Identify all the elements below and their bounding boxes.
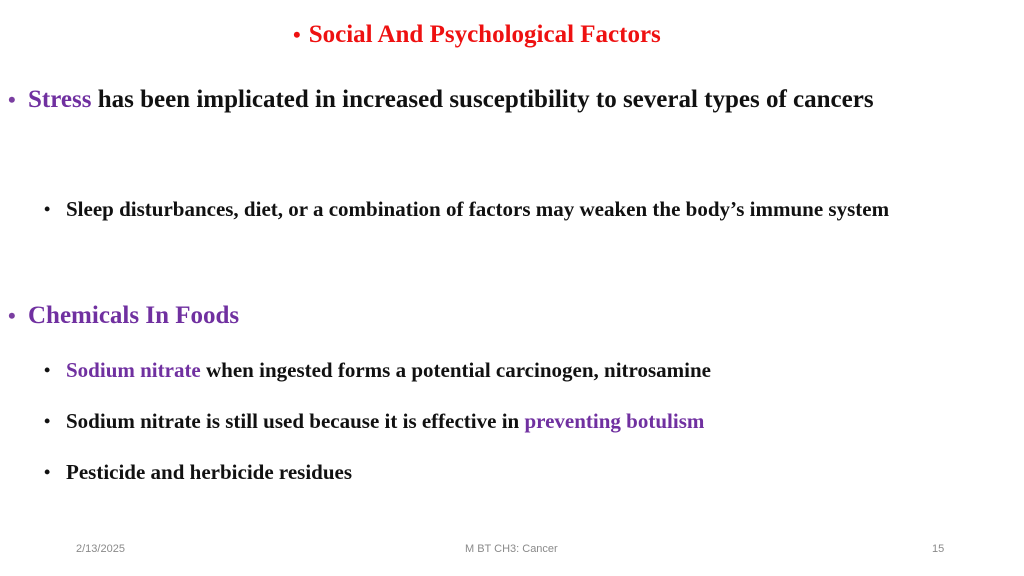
bullet-icon: • — [44, 360, 51, 380]
slide-title-text: Social And Psychological Factors — [308, 21, 661, 48]
bullet-icon: • — [8, 87, 16, 112]
bullet-icon: • — [44, 462, 51, 482]
highlight-chemicals: Chemicals In Foods — [28, 302, 240, 329]
slide-title — [293, 18, 661, 52]
bullet-text: Sodium nitrate when ingested forms a potential carcinogen, nitrosamine — [66, 358, 711, 382]
bullet-text: Sodium nitrate is still used because it is effective in preventing botulism — [66, 409, 705, 433]
highlight-sodium-nitrate: Sodium nitrate — [66, 358, 201, 382]
footer-date: 2/13/2025 — [76, 543, 125, 555]
footer-page-number: 15 — [932, 543, 945, 555]
highlight-stress: Stress — [28, 86, 92, 113]
bullet-text: Pesticide and herbicide residues — [66, 460, 353, 484]
bullet-text: Sleep disturbances, diet, or a combination of factors may weaken the body’s immune system — [66, 197, 890, 221]
bullet-icon: • — [44, 199, 51, 219]
footer-title: M BT CH3: Cancer — [465, 543, 558, 555]
bullet-icon: • — [293, 22, 301, 47]
highlight-preventing-botulism: preventing botulism — [524, 409, 705, 433]
bullet-icon: • — [44, 411, 51, 431]
bullet-icon: • — [8, 303, 16, 328]
bullet-text: Stress has been implicated in increased susceptibility to several types of cancers — [28, 86, 874, 113]
